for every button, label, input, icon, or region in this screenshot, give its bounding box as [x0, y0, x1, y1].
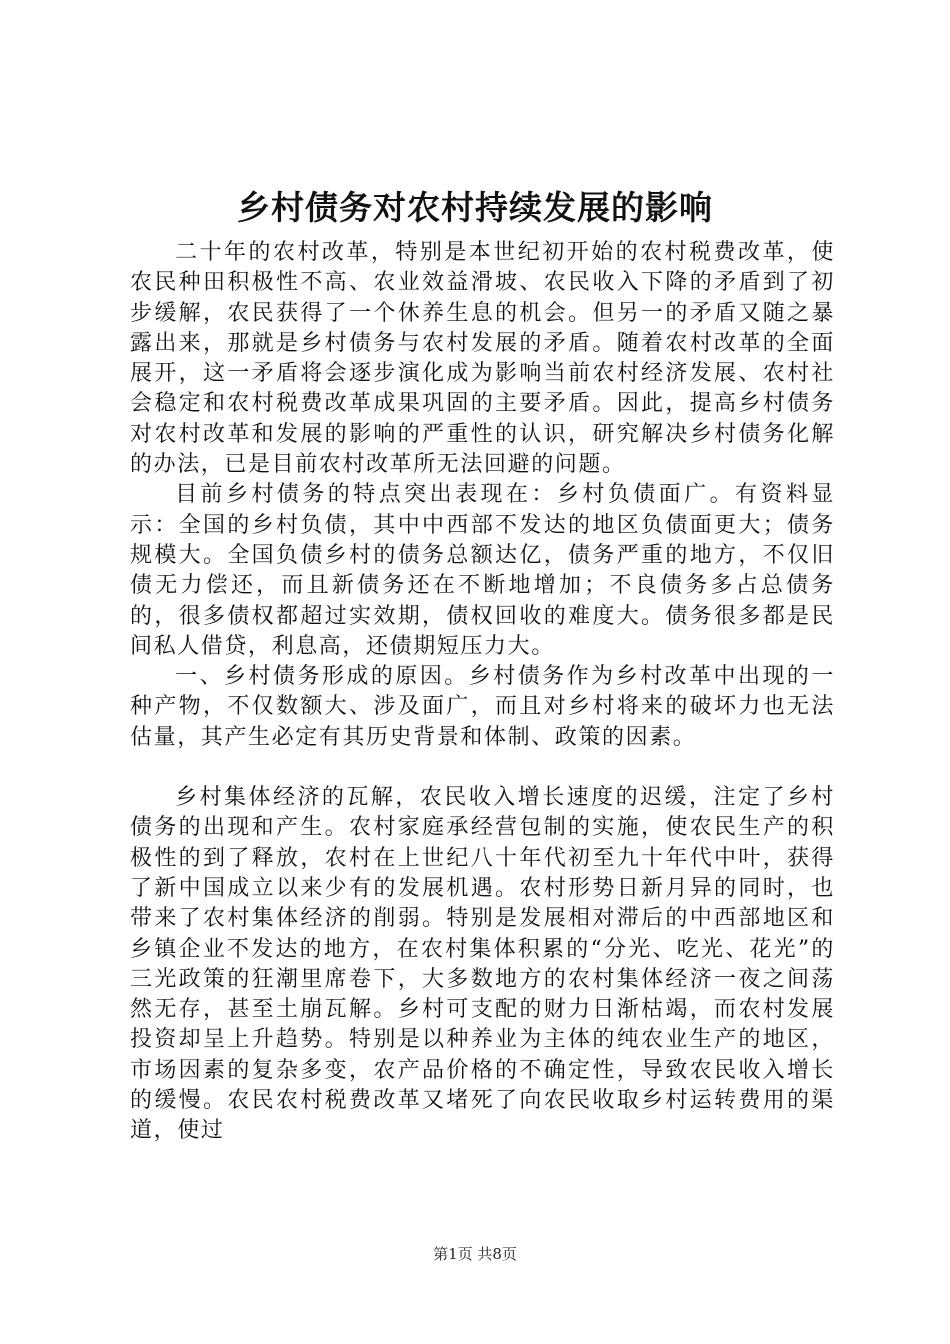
paragraph-3: 一、乡村债务形成的原因。乡村债务作为乡村改革中出现的一种产物，不仅数额大、涉及面广，而且对乡村将来的破坏力也无法估量，其产生必定有其历史背景和体制、政策的因素。 [130, 664, 835, 750]
paragraph-1: 二十年的农村改革，特别是本世纪初开始的农村税费改革，使农民种田积极性不高、农业效益滑坡、农民收入下降的矛盾到了初步缓解，农民获得了一个休养生息的机会。但另一的矛盾又随之暴露出来，那就是乡村债务与农村发展的矛盾。随着农村改革的全面展开，这一矛盾将会逐步演化成为影响当前农村经济发展、农村社会稳定和农村税费改革成果巩固的主要矛盾。因此，提高乡村债务对农村改革和发展的影响的严重性的认识，研究解决乡村债务化解的办法，已是目前农村改革所无法回避的问题。 [130, 240, 835, 478]
page-footer: 第1页 共8页 [433, 1245, 517, 1263]
paragraph-4: 乡村集体经济的瓦解，农民收入增长速度的迟缓，注定了乡村债务的出现和产生。农村家庭承经营包制的实施，使农民生产的积极性的到了释放，农村在上世纪八十年代初至九十年代中叶，获得了新中国成立以来少有的发展机遇。农村形势日新月异的同时，也带来了农村集体经济的削弱。特别是发展相对滞后的中西部地区和乡镇企业不发达的地方，在农村集体积累的“分光、吃光、花光”的三光政策的狂潮里席卷下，大多数地方的农村集体经济一夜之间荡然无存，甚至土崩瓦解。乡村可支配的财力日渐枯竭，而农村发展投资却呈上升趋势。特别是以种养业为主体的纯农业生产的地区，市场因素的复杂多变，农产品价格的不确定性，导致农民收入增长的缓慢。农民农村税费改革又堵死了向农民收取乡村运转费用的渠道，使过 [130, 785, 835, 1144]
paragraph-2: 目前乡村债务的特点突出表现在：乡村负债面广。有资料显示：全国的乡村负债，其中中西部不发达的地区负债面更大；债务规模大。全国负债乡村的债务总额达亿，债务严重的地方，不仅旧债无力偿还，而且新债务还在不断地增加；不良债务多占总债务的，很多债权都超过实效期，债权回收的难度大。债务很多都是民间私人借贷，利息高，还债期短压力大。 [130, 482, 835, 659]
document-body [130, 238, 835, 1147]
page-title: 乡村债务对农村持续发展的影响 [237, 188, 713, 227]
